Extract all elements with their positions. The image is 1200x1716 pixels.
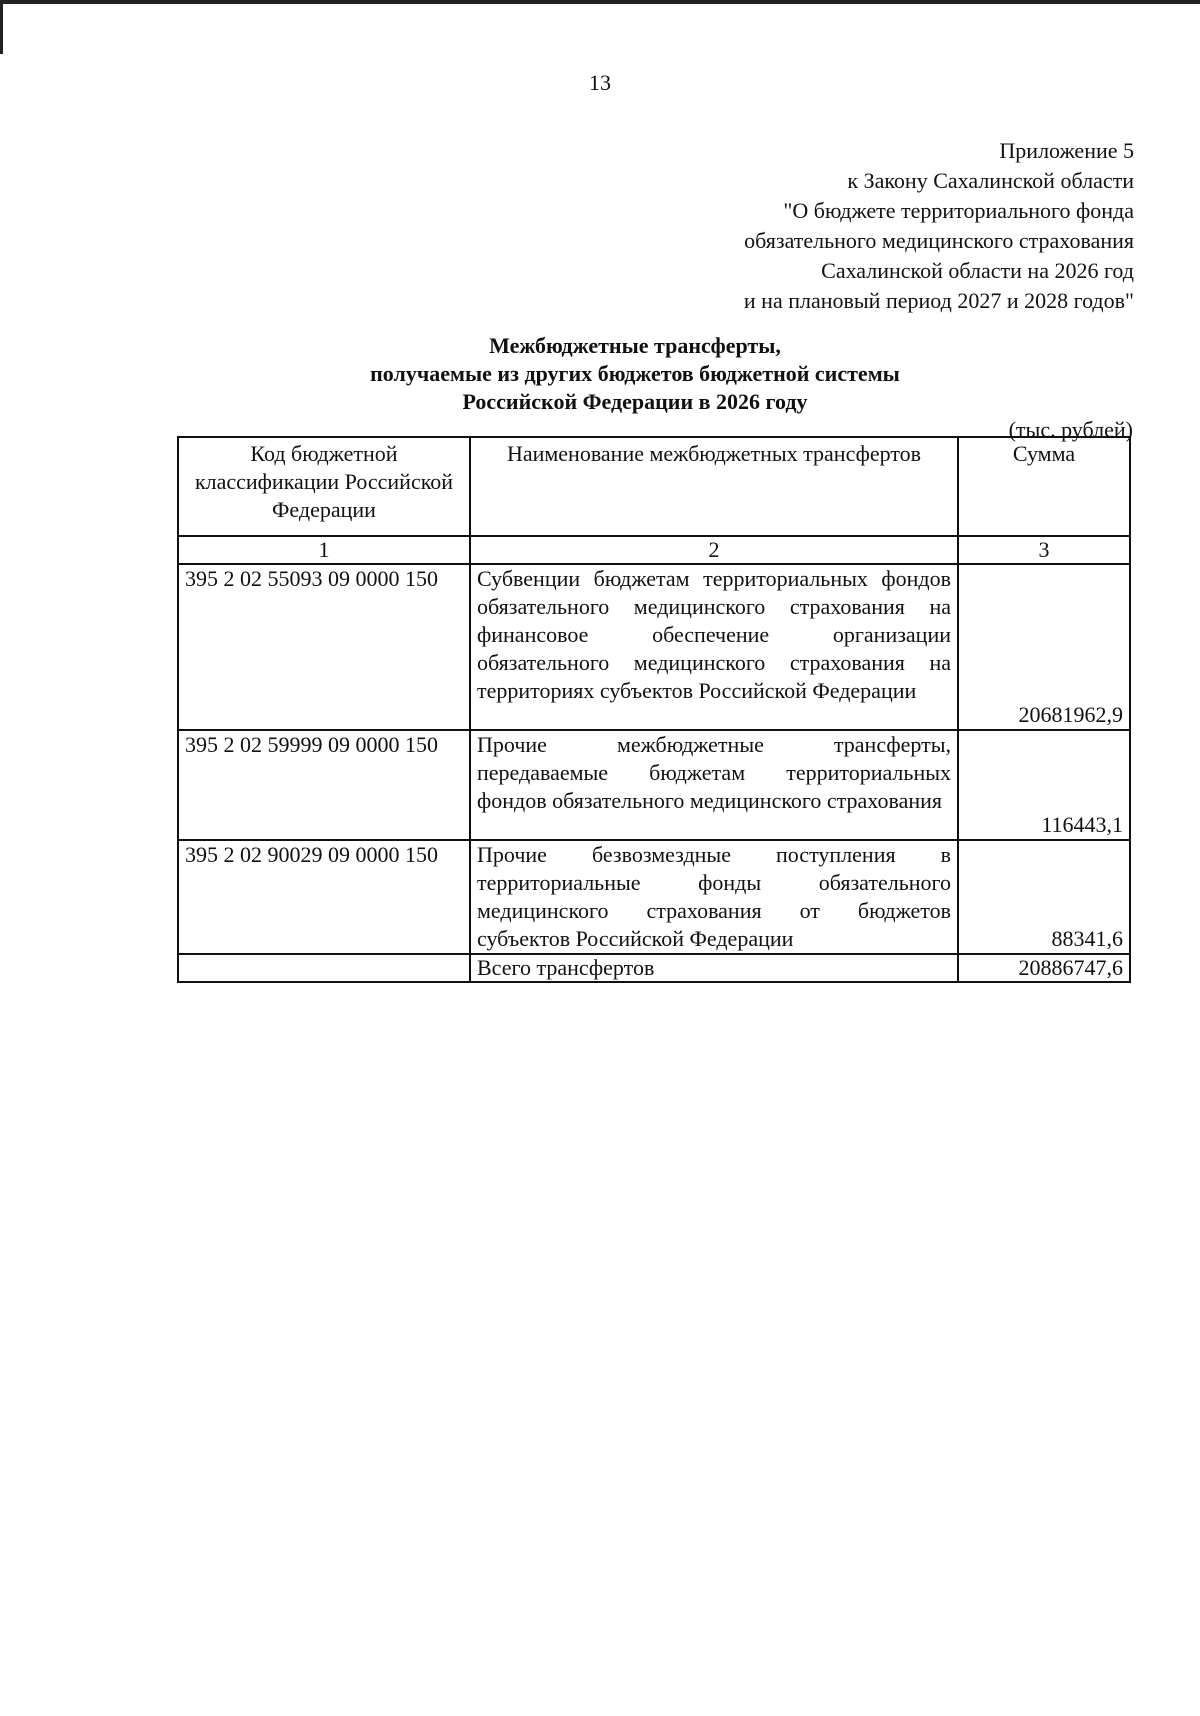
row-code: 395 2 02 90029 09 0000 150 [178, 840, 470, 954]
appendix-line: обязательного медицинского страхования [744, 228, 1134, 253]
row-name: Субвенции бюджетам территориальных фондов обязательного медицинского страхования на финансовое обеспечение организации обязательного медицинского страхования на территориях субъектов Российской Федерации [470, 564, 958, 730]
row-code: 395 2 02 55093 09 0000 150 [178, 564, 470, 730]
row-sum: 88341,6 [958, 840, 1130, 954]
title-line: получаемые из других бюджетов бюджетной системы [370, 361, 900, 386]
row-sum: 20681962,9 [958, 564, 1130, 730]
row-name: Прочие безвозмездные поступления в территориальные фонды обязательного медицинского страхования от бюджетов субъектов Российской Федерации [470, 840, 958, 954]
column-number-row [178, 536, 1130, 564]
appendix-line: "О бюджете территориального фонда [783, 198, 1134, 223]
appendix-line: к Закону Сахалинской области [847, 168, 1134, 193]
total-label: Всего трансфертов [470, 954, 958, 982]
title-line: Российской Федерации в 2026 году [462, 389, 808, 414]
document-title [180, 332, 1090, 416]
total-sum: 20886747,6 [958, 954, 1130, 982]
column-number: 2 [470, 536, 958, 564]
total-row [178, 954, 1130, 982]
page-number: 13 [589, 70, 611, 95]
units-label: (тыс. рублей) [1008, 417, 1133, 442]
appendix-line: и на плановый период 2027 и 2028 годов" [743, 288, 1134, 313]
scan-top-edge [0, 0, 1200, 4]
row-sum: 116443,1 [958, 730, 1130, 840]
table-row [178, 840, 1130, 954]
table-row [178, 730, 1130, 840]
appendix-line: Сахалинской области на 2026 год [821, 258, 1134, 283]
row-code: 395 2 02 59999 09 0000 150 [178, 730, 470, 840]
appendix-reference [744, 136, 1134, 316]
table-header-row [178, 437, 1130, 536]
header-name: Наименование межбюджетных трансфертов [470, 437, 958, 536]
appendix-line: Приложение 5 [999, 138, 1134, 163]
title-line: Межбюджетные трансферты, [489, 333, 781, 358]
table-row [178, 564, 1130, 730]
transfers-table [177, 436, 1131, 983]
header-sum: Сумма [958, 437, 1130, 536]
column-number: 3 [958, 536, 1130, 564]
total-code [178, 954, 470, 982]
column-number: 1 [178, 536, 470, 564]
row-name: Прочие межбюджетные трансферты, передаваемые бюджетам территориальных фондов обязательного медицинского страхования [470, 730, 958, 840]
scan-left-edge [0, 0, 3, 54]
header-code: Код бюджетной классификации Российской Федерации [178, 437, 470, 536]
